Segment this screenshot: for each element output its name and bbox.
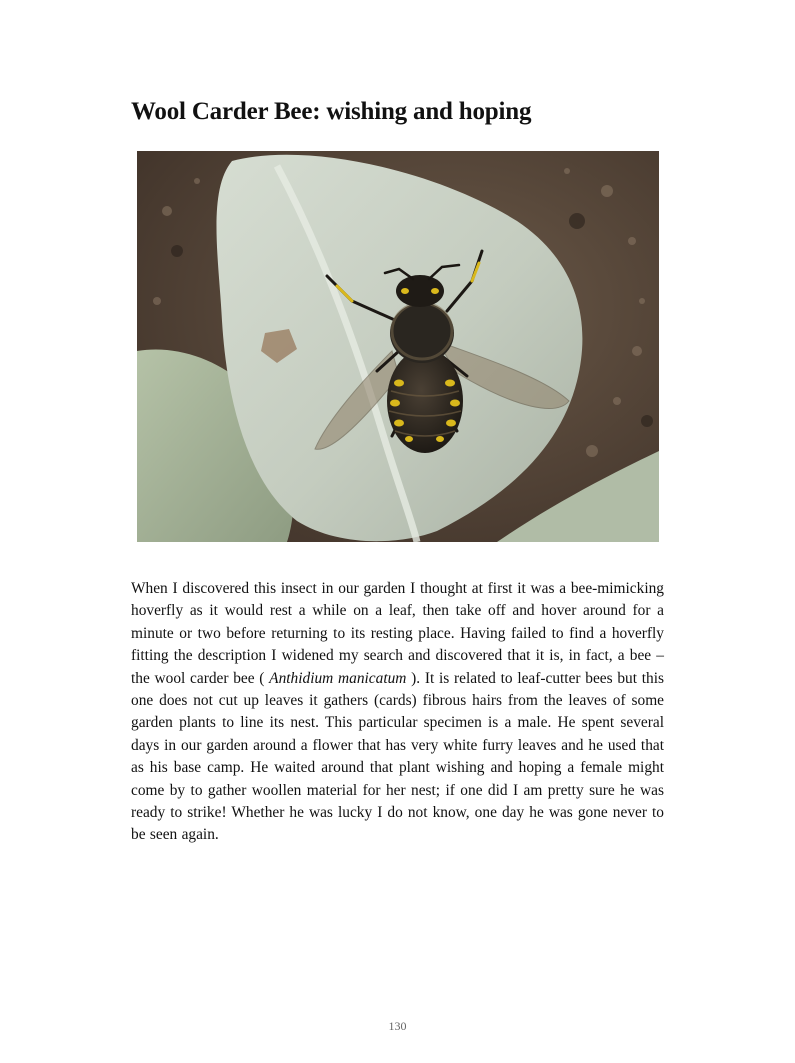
species-name: Anthidium manicatum [269, 669, 407, 687]
bee-photo [137, 151, 659, 542]
page-title: Wool Carder Bee: wishing and hoping [131, 98, 532, 125]
page-number: 130 [388, 1019, 407, 1033]
body-text-before: When I discovered this insect in our garden I thought at first it was a bee-mimicking hoverfly as it would rest a while on a leaf, then take off and hover around for a minute or two before returning to its resting place. Having failed to find a hoverfly fitting the description I widened my search and discovered that it is, in fact, a bee – the wool carder bee ( [131, 580, 664, 687]
body-paragraph [131, 578, 664, 847]
body-text-after: ). It is related to leaf-cutter bees but this one does not cut up leaves it gathers (cards) fibrous hairs from the leaves of some garden plants to line its nest. This particular specimen is a male. He spent several days in our garden around a flower that has very white furry leaves and he used that as his base camp. He waited around that plant wishing and hoping a female might come by to gather woollen material for her nest; if one did I am pretty sure he was ready to strike! Whether he was lucky I do not know, one day he was gone never to be seen again. [131, 669, 664, 844]
